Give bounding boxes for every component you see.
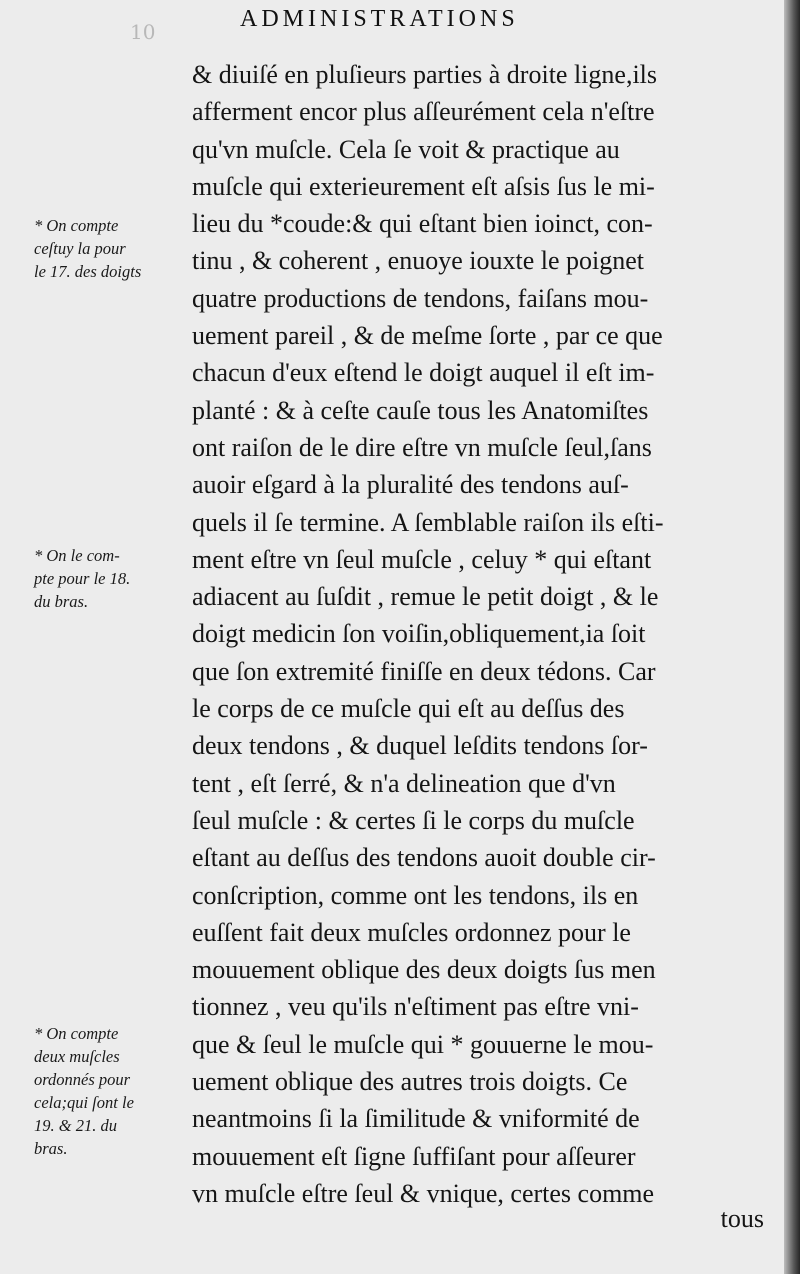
margin-note-line: le 17. des doigts — [34, 262, 142, 281]
margin-note-line: 19. & 21. du — [34, 1116, 117, 1135]
text-line: & diuiſé en pluſieurs parties à droite ligne,ils — [192, 60, 658, 89]
margin-note-line: du bras. — [34, 592, 89, 611]
text-line: ment eſtre vn ſeul muſcle , celuy * qui eſtant — [192, 544, 652, 574]
margin-note-line: * On le com- — [34, 546, 120, 565]
text-line: ont raiſon de le dire eſtre vn muſcle ſeul,ſans — [192, 432, 652, 462]
margin-note-line: deux muſcles — [34, 1047, 120, 1066]
text-line: chacun d'eux eſtend le doigt auquel il eſt im- — [192, 358, 655, 388]
text-line: quels il ſe termine. A ſemblable raiſon ils eſti- — [192, 507, 664, 537]
text-line: euſſent fait deux muſcles ordonnez pour le — [192, 917, 631, 947]
text-line: afferment encor plus aſſeurément cela n'eſtre — [192, 97, 655, 127]
text-line: vn muſcle eſtre ſeul & vnique, certes comme — [192, 1178, 655, 1208]
margin-note-1 — [34, 214, 186, 283]
text-line: doigt medicin ſon voiſin,obliquement,ia ſoit — [192, 619, 646, 649]
text-line: tionnez , veu qu'ils n'eſtiment pas eſtre vni- — [192, 992, 639, 1022]
text-line: uement pareil , & de meſme ſorte , par ce que — [192, 321, 663, 351]
text-line: lieu du *coude:& qui eſtant bien ioinct, con- — [192, 209, 653, 239]
running-head: ADMINISTRATIONS — [240, 6, 519, 32]
text-line: deux tendons , & duquel leſdits tendons ſor- — [192, 731, 648, 761]
book-gutter-shadow — [784, 0, 800, 1274]
margin-note-line: ordonnés pour — [34, 1070, 131, 1089]
margin-note-line: bras. — [34, 1139, 68, 1158]
text-line: tinu , & coherent , enuoye iouxte le poignet — [192, 246, 644, 276]
text-line: conſcription, comme ont les tendons, ils en — [192, 880, 639, 910]
text-line: eſtant au deſſus des tendons auoit double cir- — [192, 843, 656, 873]
margin-note-3 — [34, 1022, 186, 1160]
text-line: le corps de ce muſcle qui eſt au deſſus des — [192, 694, 625, 724]
margin-note-2 — [34, 544, 186, 613]
body-text — [192, 56, 782, 1212]
text-line: tent , eſt ſerré, & n'a delineation que d'vn — [192, 768, 616, 798]
text-line: mouuement oblique des deux doigts ſus men — [192, 955, 656, 985]
margin-note-line: * On compte — [34, 216, 119, 235]
text-line: qu'vn muſcle. Cela ſe voit & practique au — [192, 134, 620, 164]
text-line: adiacent au ſuſdit , remue le petit doigt , & le — [192, 582, 659, 612]
margin-note-line: ceſtuy la pour — [34, 239, 126, 258]
margin-note-line: * On compte — [34, 1024, 119, 1043]
margin-note-line: cela;qui ſont le — [34, 1093, 134, 1112]
text-line: que ſon extremité finiſſe en deux tédons. Car — [192, 656, 656, 686]
text-line: uement oblique des autres trois doigts. Ce — [192, 1067, 628, 1097]
text-line: mouuement eſt ſigne ſuffiſant pour aſſeurer — [192, 1141, 636, 1171]
text-line: muſcle qui exterieurement eſt aſsis ſus le mi- — [192, 171, 655, 201]
catchword: tous — [720, 1204, 764, 1233]
text-line: que & ſeul le muſcle qui * gouuerne le mou- — [192, 1029, 654, 1059]
text-line: quatre productions de tendons, faiſans mou- — [192, 283, 649, 313]
text-line: neantmoins ſi la ſimilitude & vniformité de — [192, 1104, 640, 1134]
text-line: auoir eſgard à la pluralité des tendons auſ- — [192, 470, 629, 500]
text-line: planté : & à ceſte cauſe tous les Anatomiſtes — [192, 395, 649, 425]
folio-number: 10 — [130, 20, 156, 44]
margin-note-line: pte pour le 18. — [34, 569, 131, 588]
text-line: ſeul muſcle : & certes ſi le corps du muſcle — [192, 805, 635, 835]
